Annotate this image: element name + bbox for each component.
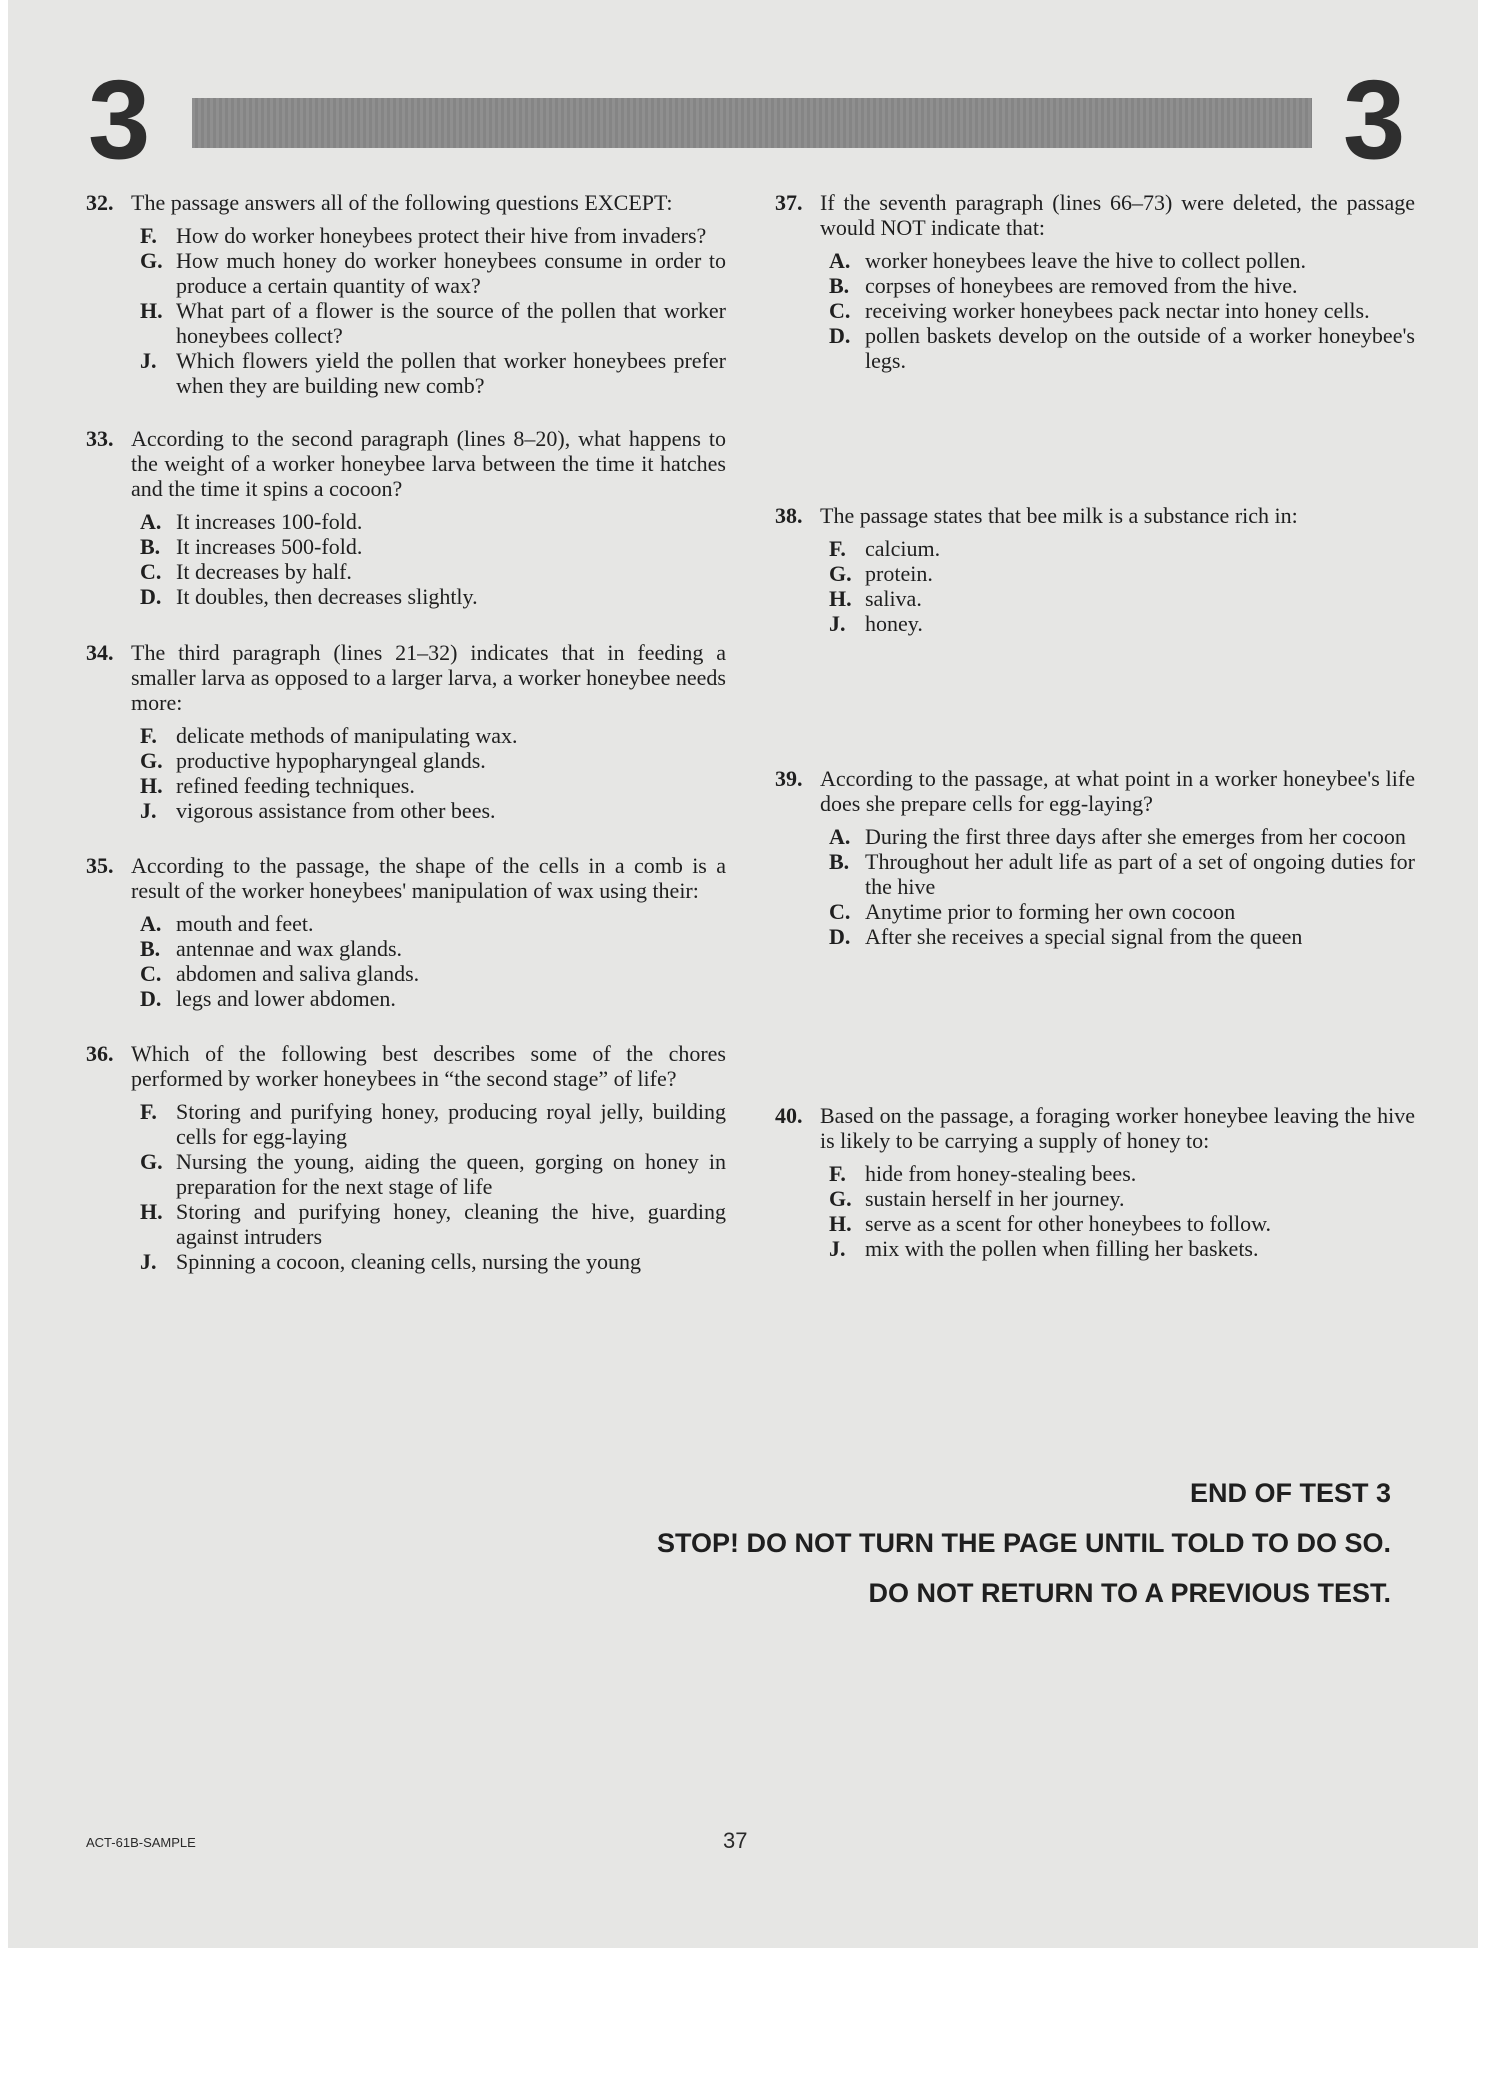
question-stem [86, 853, 726, 903]
answer-option [86, 298, 726, 348]
option-letter: B. [829, 849, 850, 874]
answer-options [775, 536, 1415, 636]
question-number: 34. [86, 640, 114, 665]
question-40 [775, 1103, 1415, 1261]
answer-options [86, 1099, 726, 1274]
option-letter: J. [140, 348, 157, 373]
answer-option [775, 1211, 1415, 1236]
option-letter: C. [829, 298, 851, 323]
option-letter: D. [829, 924, 851, 949]
option-letter: H. [829, 586, 852, 611]
answer-option [86, 348, 726, 398]
option-letter: F. [829, 536, 846, 561]
option-letter: B. [829, 273, 850, 298]
option-text: hide from honey-stealing bees. [865, 1161, 1137, 1186]
answer-option [86, 911, 726, 936]
option-letter: J. [829, 1236, 846, 1261]
option-letter: G. [140, 1149, 163, 1174]
option-letter: H. [829, 1211, 852, 1236]
option-text: Which flowers yield the pollen that worker honeybees prefer when they are building new comb? [176, 348, 726, 398]
answer-option [86, 1249, 726, 1274]
answer-option [86, 248, 726, 298]
answer-options [775, 248, 1415, 373]
option-text: It doubles, then decreases slightly. [176, 584, 478, 609]
option-text: vigorous assistance from other bees. [176, 798, 496, 823]
question-text: According to the passage, at what point in a worker honeybee's life does she prepare cells for egg-laying? [820, 766, 1415, 816]
option-text: antennae and wax glands. [176, 936, 403, 961]
question-number: 32. [86, 190, 114, 215]
stop-instruction: STOP! DO NOT TURN THE PAGE UNTIL TOLD TO DO SO. [656, 1528, 1391, 1558]
answer-option [775, 298, 1415, 323]
question-34 [86, 640, 726, 823]
question-33 [86, 426, 726, 609]
option-text: Storing and purifying honey, cleaning the hive, guarding against intruders [176, 1199, 726, 1249]
option-letter: F. [140, 223, 157, 248]
answer-option [775, 273, 1415, 298]
question-38 [775, 503, 1415, 636]
answer-option [86, 986, 726, 1011]
option-letter: H. [140, 298, 163, 323]
option-text: Storing and purifying honey, producing royal jelly, building cells for egg-laying [176, 1099, 726, 1149]
option-letter: D. [829, 323, 851, 348]
question-stem [775, 766, 1415, 816]
option-text: Spinning a cocoon, cleaning cells, nursing the young [176, 1249, 641, 1274]
option-letter: C. [140, 961, 162, 986]
option-letter: J. [140, 1249, 157, 1274]
question-32 [86, 190, 726, 398]
answer-options [86, 723, 726, 823]
option-letter: G. [829, 1186, 852, 1211]
option-text: It increases 100-fold. [176, 509, 363, 534]
form-code: ACT-61B-SAMPLE [86, 1835, 196, 1850]
question-stem [86, 426, 726, 501]
option-text: mix with the pollen when filling her baskets. [865, 1236, 1259, 1261]
option-text: Nursing the young, aiding the queen, gorging on honey in preparation for the next stage of life [176, 1149, 726, 1199]
answer-option [775, 561, 1415, 586]
option-text: legs and lower abdomen. [176, 986, 396, 1011]
question-36 [86, 1041, 726, 1274]
option-letter: A. [829, 248, 851, 273]
option-text: How much honey do worker honeybees consume in order to produce a certain quantity of wax? [176, 248, 726, 298]
end-of-test-notice [657, 1468, 1391, 1618]
option-letter: G. [140, 748, 163, 773]
option-letter: F. [140, 723, 157, 748]
answer-option [86, 961, 726, 986]
answer-option [775, 824, 1415, 849]
question-number: 39. [775, 766, 803, 791]
option-letter: F. [140, 1099, 157, 1124]
answer-option [775, 924, 1415, 949]
option-letter: H. [140, 773, 163, 798]
option-text: honey. [865, 611, 923, 636]
question-number: 40. [775, 1103, 803, 1128]
question-stem [775, 1103, 1415, 1153]
answer-option [775, 536, 1415, 561]
section-number-left: 3 [88, 57, 151, 182]
answer-option [86, 223, 726, 248]
answer-option [86, 1199, 726, 1249]
answer-options [86, 509, 726, 609]
answer-options [775, 824, 1415, 949]
option-text: receiving worker honeybees pack nectar into honey cells. [865, 298, 1370, 323]
answer-option [775, 248, 1415, 273]
question-text: The passage states that bee milk is a substance rich in: [820, 503, 1298, 528]
no-return-instruction: DO NOT RETURN TO A PREVIOUS TEST. [868, 1578, 1391, 1608]
question-37 [775, 190, 1415, 373]
answer-options [775, 1161, 1415, 1261]
option-text: saliva. [865, 586, 922, 611]
option-letter: D. [140, 986, 162, 1011]
answer-option [86, 748, 726, 773]
answer-option [86, 584, 726, 609]
question-stem [86, 1041, 726, 1091]
option-text: pollen baskets develop on the outside of a worker honeybee's legs. [865, 323, 1415, 373]
option-letter: J. [829, 611, 846, 636]
answer-option [86, 1099, 726, 1149]
question-number: 37. [775, 190, 803, 215]
option-letter: C. [829, 899, 851, 924]
answer-option [86, 1149, 726, 1199]
answer-option [86, 559, 726, 584]
test-page [8, 0, 1478, 1948]
answer-option [775, 1161, 1415, 1186]
option-text: After she receives a special signal from the queen [865, 924, 1303, 949]
option-text: Anytime prior to forming her own cocoon [865, 899, 1236, 924]
option-letter: D. [140, 584, 162, 609]
option-letter: F. [829, 1161, 846, 1186]
question-35 [86, 853, 726, 1011]
question-stem [775, 503, 1415, 528]
answer-option [775, 323, 1415, 373]
question-text: The passage answers all of the following questions EXCEPT: [131, 190, 673, 215]
question-stem [86, 640, 726, 715]
question-stem [775, 190, 1415, 240]
option-letter: G. [140, 248, 163, 273]
option-text: protein. [865, 561, 933, 586]
option-text: abdomen and saliva glands. [176, 961, 420, 986]
question-text: According to the passage, the shape of the cells in a comb is a result of the worker honeybees' manipulation of wax using their: [131, 853, 726, 903]
option-text: worker honeybees leave the hive to collect pollen. [865, 248, 1307, 273]
left-column [86, 190, 726, 1300]
option-text: serve as a scent for other honeybees to follow. [865, 1211, 1272, 1236]
answer-option [86, 509, 726, 534]
question-text: Which of the following best describes some of the chores performed by worker honeybees in “the second stage” of life? [131, 1041, 726, 1091]
option-text: productive hypopharyngeal glands. [176, 748, 486, 773]
question-number: 38. [775, 503, 803, 528]
section-header-bar [192, 98, 1312, 148]
option-letter: A. [829, 824, 851, 849]
answer-option [775, 611, 1415, 636]
answer-option [86, 798, 726, 823]
answer-option [775, 899, 1415, 924]
question-number: 36. [86, 1041, 114, 1066]
answer-option [86, 936, 726, 961]
page-number: 37 [723, 1828, 748, 1853]
option-text: sustain herself in her journey. [865, 1186, 1125, 1211]
section-header [8, 57, 1478, 182]
option-text: refined feeding techniques. [176, 773, 415, 798]
question-text: If the seventh paragraph (lines 66–73) were deleted, the passage would NOT indicate that: [820, 190, 1415, 240]
option-text: During the first three days after she emerges from her cocoon [865, 824, 1406, 849]
option-text: delicate methods of manipulating wax. [176, 723, 518, 748]
option-text: mouth and feet. [176, 911, 314, 936]
answer-option [86, 773, 726, 798]
answer-option [86, 723, 726, 748]
right-column [775, 190, 1415, 1287]
section-number-right: 3 [1343, 57, 1406, 182]
option-letter: A. [140, 509, 162, 534]
option-letter: B. [140, 534, 161, 559]
option-letter: C. [140, 559, 162, 584]
option-letter: J. [140, 798, 157, 823]
option-letter: B. [140, 936, 161, 961]
option-letter: G. [829, 561, 852, 586]
question-stem [86, 190, 726, 215]
question-text: According to the second paragraph (lines 8–20), what happens to the weight of a worker honeybee larva between the time it hatches and the time it spins a cocoon? [131, 426, 726, 501]
answer-options [86, 223, 726, 398]
question-number: 33. [86, 426, 114, 451]
option-text: Throughout her adult life as part of a set of ongoing duties for the hive [865, 849, 1415, 899]
option-letter: A. [140, 911, 162, 936]
question-text: Based on the passage, a foraging worker honeybee leaving the hive is likely to be carrying a supply of honey to: [820, 1103, 1415, 1153]
question-39 [775, 766, 1415, 949]
option-text: It increases 500-fold. [176, 534, 363, 559]
option-text: What part of a flower is the source of the pollen that worker honeybees collect? [176, 298, 726, 348]
end-of-test-heading: END OF TEST 3 [1189, 1478, 1391, 1508]
answer-option [775, 1236, 1415, 1261]
option-text: corpses of honeybees are removed from the hive. [865, 273, 1298, 298]
answer-option [775, 586, 1415, 611]
option-letter: H. [140, 1199, 163, 1224]
question-text: The third paragraph (lines 21–32) indicates that in feeding a smaller larva as opposed to a larger larva, a worker honeybee needs more: [131, 640, 726, 715]
answer-option [86, 534, 726, 559]
option-text: calcium. [865, 536, 941, 561]
answer-options [86, 911, 726, 1011]
option-text: How do worker honeybees protect their hive from invaders? [176, 223, 707, 248]
option-text: It decreases by half. [176, 559, 352, 584]
question-number: 35. [86, 853, 114, 878]
answer-option [775, 849, 1415, 899]
answer-option [775, 1186, 1415, 1211]
